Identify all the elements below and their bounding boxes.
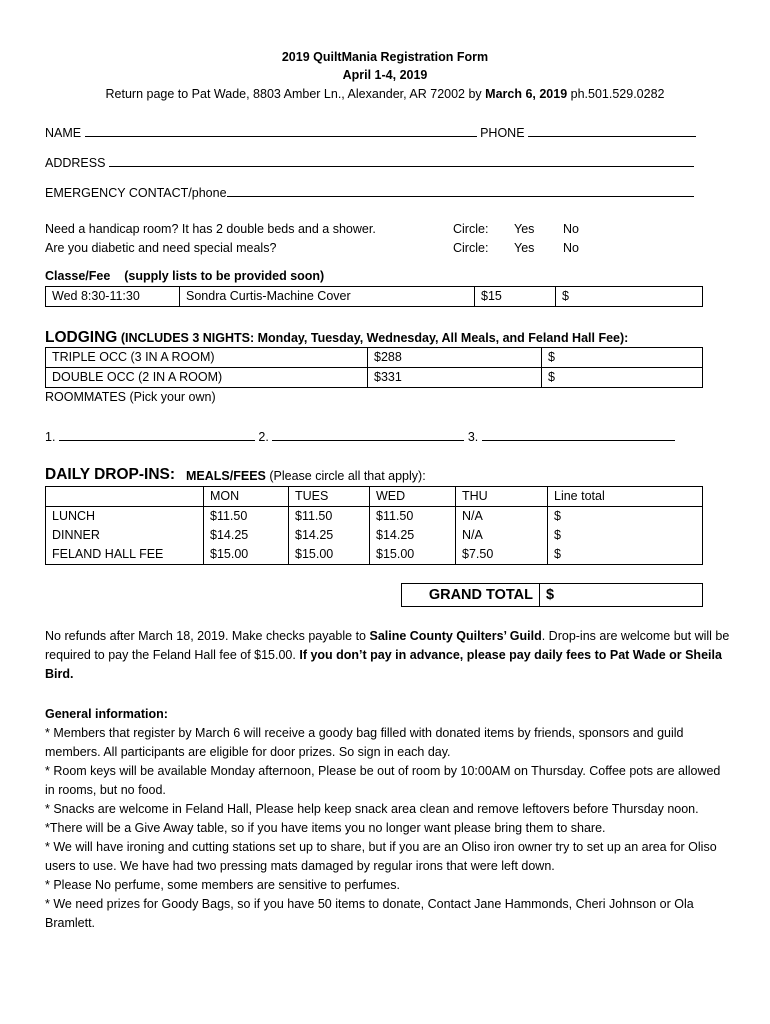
info-item: * Room keys will be available Monday afternoon, Please be out of room by 10:00AM on Thursday. Coffee pots are allowed in rooms, but no food. <box>45 764 721 797</box>
roommates-label: ROOMMATES (Pick your own) <box>45 390 216 404</box>
handicap-no-option[interactable]: No <box>563 222 579 236</box>
lodging-option-label: TRIPLE OCC (3 IN A ROOM) <box>46 348 368 368</box>
return-deadline: March 6, 2019 <box>485 87 568 101</box>
row-label: LUNCH <box>52 508 96 523</box>
lodging-table <box>45 347 703 388</box>
info-item: * Members that register by March 6 will receive a goody bag filled with donated items by friends, sponsors and guild members. All participants are eligible for door prizes. So sign in each day. <box>45 726 684 759</box>
lodging-subtitle: (INCLUDES 3 NIGHTS: Monday, Tuesday, Wednesday, All Meals, and Feland Hall Fee): <box>117 331 629 345</box>
line-total-field[interactable]: $ <box>548 526 703 545</box>
dropins-heading: DAILY DROP-INS: <box>45 466 176 483</box>
address-row <box>45 154 694 172</box>
row-label: DINNER <box>52 527 100 542</box>
dropin-text: . Drop-ins are welcome but will be required to pay the Feland Hall fee of $15.00. <box>45 629 730 662</box>
class-heading: Classe/Fee (supply lists to be provided soon) <box>45 269 325 283</box>
pay-daily-note: If you don’t pay in advance, please pay daily fees to Pat Wade or Sheila Bird. <box>45 648 722 681</box>
info-item: *There will be a Give Away table, so if you have items you no longer want please bring them to share. <box>45 821 606 835</box>
grand-total-label: GRAND TOTAL <box>402 584 540 607</box>
fee-option[interactable]: $11.50 <box>289 507 370 527</box>
lodging-title: LODGING <box>45 329 118 346</box>
refund-policy <box>45 627 730 684</box>
dropins-row <box>46 507 703 527</box>
meals-note: (Please circle all that apply): <box>265 469 426 483</box>
meals-label: MEALS/FEES <box>186 469 266 483</box>
column-header: TUES <box>289 487 370 507</box>
class-row <box>46 287 703 307</box>
name-row <box>45 124 696 142</box>
dropins-row <box>46 526 703 545</box>
fee-option: N/A <box>456 507 548 527</box>
form-title: 2019 QuiltMania Registration Form <box>281 50 489 64</box>
column-header: THU <box>456 487 548 507</box>
name-field[interactable] <box>85 124 477 137</box>
name-label: NAME <box>45 126 82 140</box>
payee-name: Saline County Quilters’ Guild <box>369 629 542 643</box>
emergency-label: EMERGENCY CONTACT/phone <box>45 186 227 200</box>
roommate-2-field[interactable] <box>272 428 464 441</box>
phone-field[interactable] <box>528 124 696 137</box>
roommate-3-field[interactable] <box>482 428 675 441</box>
column-header: MON <box>204 487 289 507</box>
general-heading: General information: <box>45 707 168 721</box>
return-address: Return page to Pat Wade, 8803 Amber Ln., Alexander, AR 72002 by <box>105 87 486 101</box>
lodging-total-field[interactable]: $ <box>542 348 703 368</box>
info-item: * Snacks are welcome in Feland Hall, Please help keep snack area clean and remove leftovers before Thursday noon. <box>45 802 699 816</box>
lodging-total-field[interactable]: $ <box>542 368 703 388</box>
fee-option[interactable]: $14.25 <box>370 526 456 545</box>
lodging-heading <box>45 328 628 347</box>
lodging-option-label: DOUBLE OCC (2 IN A ROOM) <box>46 368 368 388</box>
meals-heading <box>186 469 426 485</box>
column-header: Line total <box>548 487 703 507</box>
diabetic-no-option[interactable]: No <box>563 241 579 255</box>
diabetic-yes-option[interactable]: Yes <box>514 241 535 255</box>
fee-option[interactable]: $15.00 <box>289 545 370 565</box>
row-label: FELAND HALL FEE <box>52 546 164 561</box>
address-field[interactable] <box>109 154 694 167</box>
grand-total-field[interactable]: $ <box>540 584 703 607</box>
class-table <box>45 286 703 307</box>
info-item: * Please No perfume, some members are sensitive to perfumes. <box>45 878 401 892</box>
line-total-field[interactable]: $ <box>548 545 703 565</box>
class-time: Wed 8:30-11:30 <box>46 287 180 307</box>
lodging-price: $331 <box>368 368 542 388</box>
lodging-price: $288 <box>368 348 542 368</box>
class-total-field[interactable]: $ <box>556 287 703 307</box>
return-instructions <box>0 87 770 103</box>
diabetic-circle-label: Circle: <box>453 241 489 255</box>
line-total-field[interactable]: $ <box>548 507 703 527</box>
lodging-row <box>46 348 703 368</box>
handicap-circle-label: Circle: <box>453 222 489 236</box>
fee-option[interactable]: $14.25 <box>289 526 370 545</box>
emergency-row <box>45 184 694 202</box>
roommate-1-field[interactable] <box>59 428 255 441</box>
roommate-number: 3. <box>467 430 479 444</box>
fee-option[interactable]: $15.00 <box>370 545 456 565</box>
column-header: WED <box>370 487 456 507</box>
roommate-number: 1. <box>45 430 56 444</box>
event-dates: April 1-4, 2019 <box>342 68 428 82</box>
roommate-number: 2. <box>258 430 269 444</box>
dropins-row <box>46 545 703 565</box>
fee-option: N/A <box>456 526 548 545</box>
refund-text: No refunds after March 18, 2019. Make checks payable to <box>45 629 370 643</box>
handicap-yes-option[interactable]: Yes <box>514 222 535 236</box>
roommates-row <box>45 428 675 446</box>
fee-option[interactable]: $14.25 <box>204 526 289 545</box>
diabetic-question: Are you diabetic and need special meals? <box>45 241 277 255</box>
grand-total-box <box>401 583 703 607</box>
address-label: ADDRESS <box>45 156 106 170</box>
fee-option[interactable]: $11.50 <box>370 507 456 527</box>
fee-option[interactable]: $11.50 <box>204 507 289 527</box>
dropins-table <box>45 486 703 565</box>
info-item: * We will have ironing and cutting stations set up to share, but if you are an Oliso iron owner try to set up an area for Oliso users to use. We have had two pressing mats damaged by regular irons that were left down. <box>45 840 717 873</box>
class-fee: $15 <box>475 287 556 307</box>
general-info <box>45 705 730 933</box>
return-phone: ph.501.529.0282 <box>567 87 665 101</box>
class-name: Sondra Curtis-Machine Cover <box>180 287 475 307</box>
dropins-header-row <box>46 487 703 507</box>
info-item: * We need prizes for Goody Bags, so if you have 50 items to donate, Contact Jane Hammonds, Cheri Johnson or Ola Bramlett. <box>45 897 694 930</box>
fee-option[interactable]: $15.00 <box>204 545 289 565</box>
emergency-field[interactable] <box>227 184 694 197</box>
lodging-row <box>46 368 703 388</box>
fee-option[interactable]: $7.50 <box>456 545 548 565</box>
phone-label: PHONE <box>480 126 525 140</box>
handicap-question: Need a handicap room? It has 2 double beds and a shower. <box>45 222 376 236</box>
